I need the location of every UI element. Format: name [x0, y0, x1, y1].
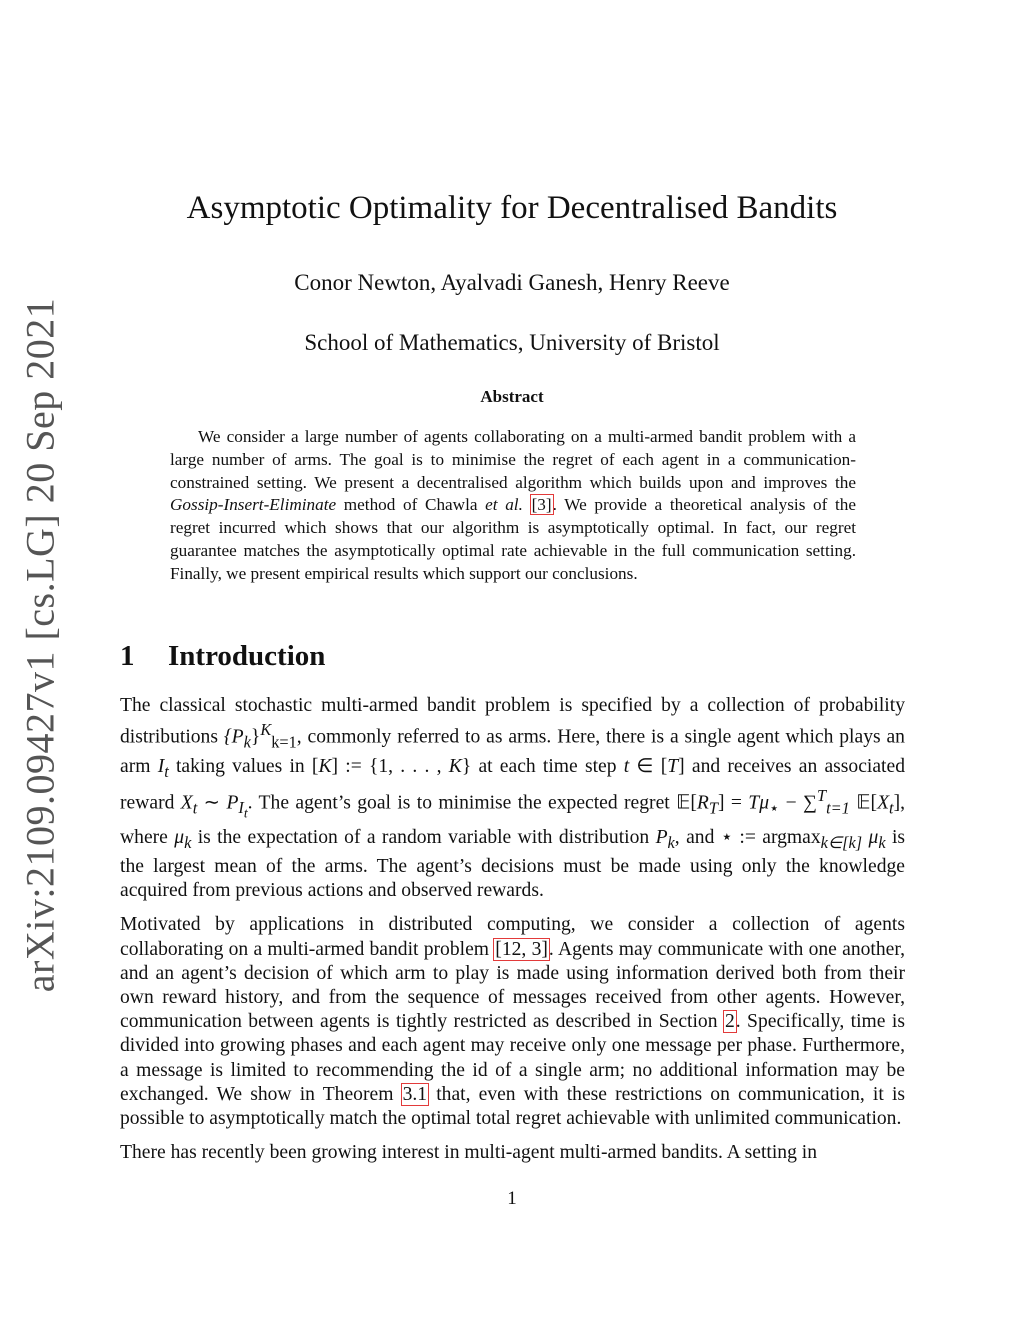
- intro-paragraph-3: There has recently been growing interest in multi-agent multi-armed bandits. A setting in: [120, 1142, 818, 1164]
- citation-link[interactable]: [3]: [531, 495, 552, 515]
- section-heading: [120, 640, 325, 673]
- affiliation: School of Mathematics, University of Bristol: [304, 330, 720, 355]
- section-title: Introduction: [168, 640, 326, 672]
- page-number: 1: [507, 1188, 517, 1209]
- citation-link[interactable]: [12, 3]: [495, 938, 548, 960]
- intro-paragraph-2: Motivated by applications in distributed computing, we consider a collection of agents collaborating on a multi-armed bandit problem [12, 3]. Agents may communicate with one another, and an agent’s decision of which arm to play is made using information derived both from their own reward history, and from the sequence of messages received from other agents. However, communication between agents is tightly restricted as described in Section 2. Specifically, time is divided into growing phases and each agent may receive only one message per phase. Furthermore, a message is limited to recommending the id of a single arm; no additional information may be exchanged. We show in Theorem 3.1 that, even with these restrictions on communication, it is possible to asymptotically match the optimal total regret achievable with unlimited communication.: [120, 914, 906, 1129]
- section-number: 1: [120, 640, 135, 672]
- intro-body: [120, 694, 905, 1175]
- arxiv-stamp: arXiv:2109.09427v1 [cs.LG] 20 Sep 2021: [17, 297, 63, 993]
- intro-paragraph-1: The classical stochastic multi-armed bandit problem is specified by a collection of probability distributions $\{P_k\}^K_{k=1}$, commonly referred to as arms. Here, there is a single agent which plays an arm $I_t$ taking values in [K] := {1, . . . , K} at each time step t ∈ [T] and receives an associated reward $X_t$ ∼ $P_{I_t}$. The agent’s goal is to minimise the expected regret $𝔼[R_T] = T\mu_⋆ - \sum^T_{t=1}$ $𝔼[X_t]$, where $\mu_k$ is the expectation of a random variable with distribution $P_k$, and ⋆ := argmax$_{k\in[k]}$ $\mu_k$ is the largest mean of the arms. The agent’s decisions must be made using only the knowledge acquired from previous actions and observed rewards.: [120, 695, 906, 902]
- method-name: Gossip-Insert-Eliminate: [170, 495, 337, 515]
- abstract-heading: Abstract: [480, 387, 544, 406]
- abstract-body: [170, 426, 856, 586]
- abstract-paragraph: We consider a large number of agents collaborating on a multi-armed bandit problem with a large number of arms. The goal is to minimise the regret of each agent in a communication-constrained setting. We present a decentralised algorithm which builds upon and improves the Gossip-Insert-Eliminate method of Chawla et al. [3]. We provide a theoretical analysis of the regret incurred which shows that our algorithm is asymptotically optimal. In fact, our regret guarantee matches the asymptotically optimal rate achievable in the full communication setting. Finally, we present empirical results which support our conclusions.: [170, 427, 857, 583]
- authors: Conor Newton, Ayalvadi Ganesh, Henry Reeve: [294, 270, 730, 295]
- section-reference-link[interactable]: 2: [724, 1011, 735, 1033]
- theorem-reference-link[interactable]: 3.1: [402, 1083, 428, 1105]
- paper-title: Asymptotic Optimality for Decentralised Bandits: [186, 190, 838, 226]
